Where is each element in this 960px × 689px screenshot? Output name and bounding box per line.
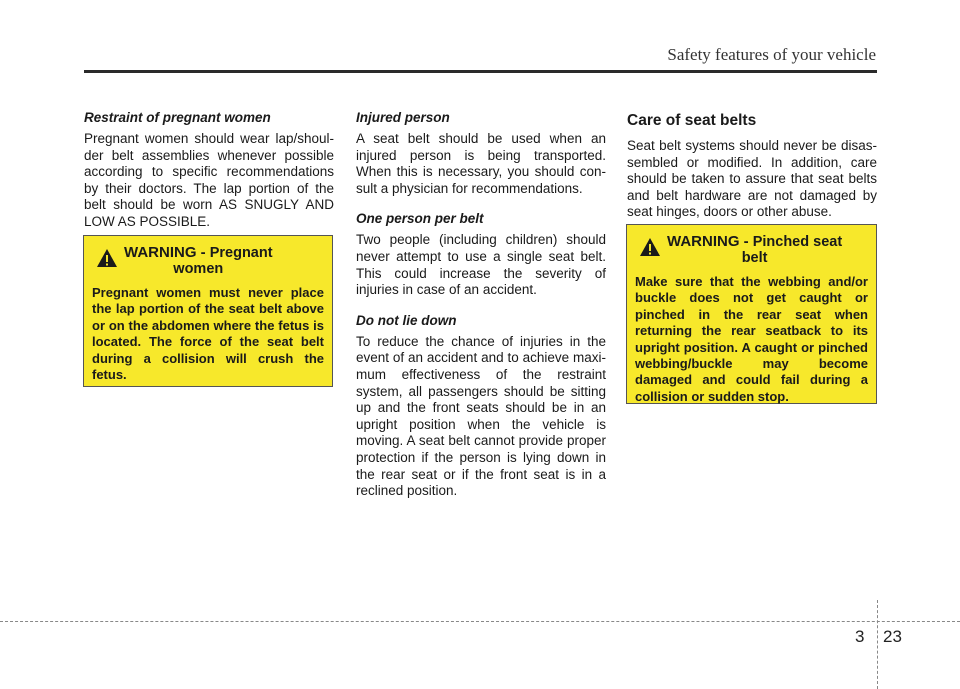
column-1 — [84, 110, 334, 245]
warning-title — [92, 245, 324, 277]
warning-title — [635, 234, 868, 266]
paragraph-pregnant-women: Pregnant women should wear lap/shoul-der belt assemblies whenever possible according to specific recommendations by their doctors. The lap portion of the belt should be worn AS SNUGLY AND LOW AS POSSIBLE. — [84, 131, 334, 229]
paragraph-care-of-seat-belts: Seat belt systems should never be disas-sembled or modified. In addition, care should be taken to assure that seat belts and belt hardware are not damaged by seat hinges, doors or other abuse. — [627, 138, 877, 220]
paragraph-one-person-per-belt: Two people (including children) should never attempt to use a single seat belt. This could increase the severity of injuries in case of an accident. — [356, 232, 606, 298]
warning-triangle-icon — [96, 248, 118, 268]
page-number: 23 — [883, 627, 902, 646]
warning-lead: WARNING - — [667, 233, 749, 250]
header-rule — [84, 70, 877, 73]
warning-box-pregnant-women — [83, 235, 333, 387]
warning-title-line1: Pinched seat — [752, 234, 843, 250]
warning-body: Make sure that the webbing and/or buckle does not get caught or pinched in the rear seat when returning the rear seatback to its upright position. A caught or pinched webbing/buckle may become damaged and could fail during a collision or sudden stop. — [635, 274, 868, 404]
warning-box-pinched-seat-belt — [626, 224, 877, 404]
warning-lead: WARNING - — [124, 244, 206, 261]
chapter-number: 3 — [855, 627, 865, 646]
column-3 — [627, 110, 877, 235]
header-title: Safety features of your vehicle — [667, 45, 876, 64]
warning-title-line1: Pregnant — [209, 245, 273, 261]
paragraph-injured-person: A seat belt should be used when an injured person is being transported. When this is necessary, you should con-sult a physician for recommendations. — [356, 131, 606, 196]
warning-triangle-icon — [639, 237, 661, 257]
subheading-injured-person: Injured person — [356, 110, 450, 125]
footer-rule — [0, 621, 960, 622]
section-heading-care-of-seat-belts: Care of seat belts — [627, 112, 757, 129]
paragraph-do-not-lie-down: To reduce the chance of injuries in the event of an accident and to achieve maxi-mum effectiveness of the restraint system, all passengers should be sitting up and the front seats should be in an upright position when the vehicle is moving. A seat belt cannot provide proper protection if the person is lying down in the rear seat or if the front seat is in a reclined position. — [356, 333, 606, 499]
column-2 — [356, 110, 606, 514]
warning-title-line2: women — [173, 261, 224, 277]
subheading-do-not-lie-down: Do not lie down — [356, 312, 457, 328]
subheading-one-person-per-belt: One person per belt — [356, 211, 484, 227]
warning-title-line2: belt — [741, 250, 768, 266]
warning-body: Pregnant women must never place the lap portion of the seat belt above or on the abdomen where the fetus is located. The force of the seat belt during a collision will crush the fetus. — [92, 285, 324, 383]
subheading-pregnant-women: Restraint of pregnant women — [84, 110, 271, 125]
page-number-divider — [877, 600, 878, 689]
